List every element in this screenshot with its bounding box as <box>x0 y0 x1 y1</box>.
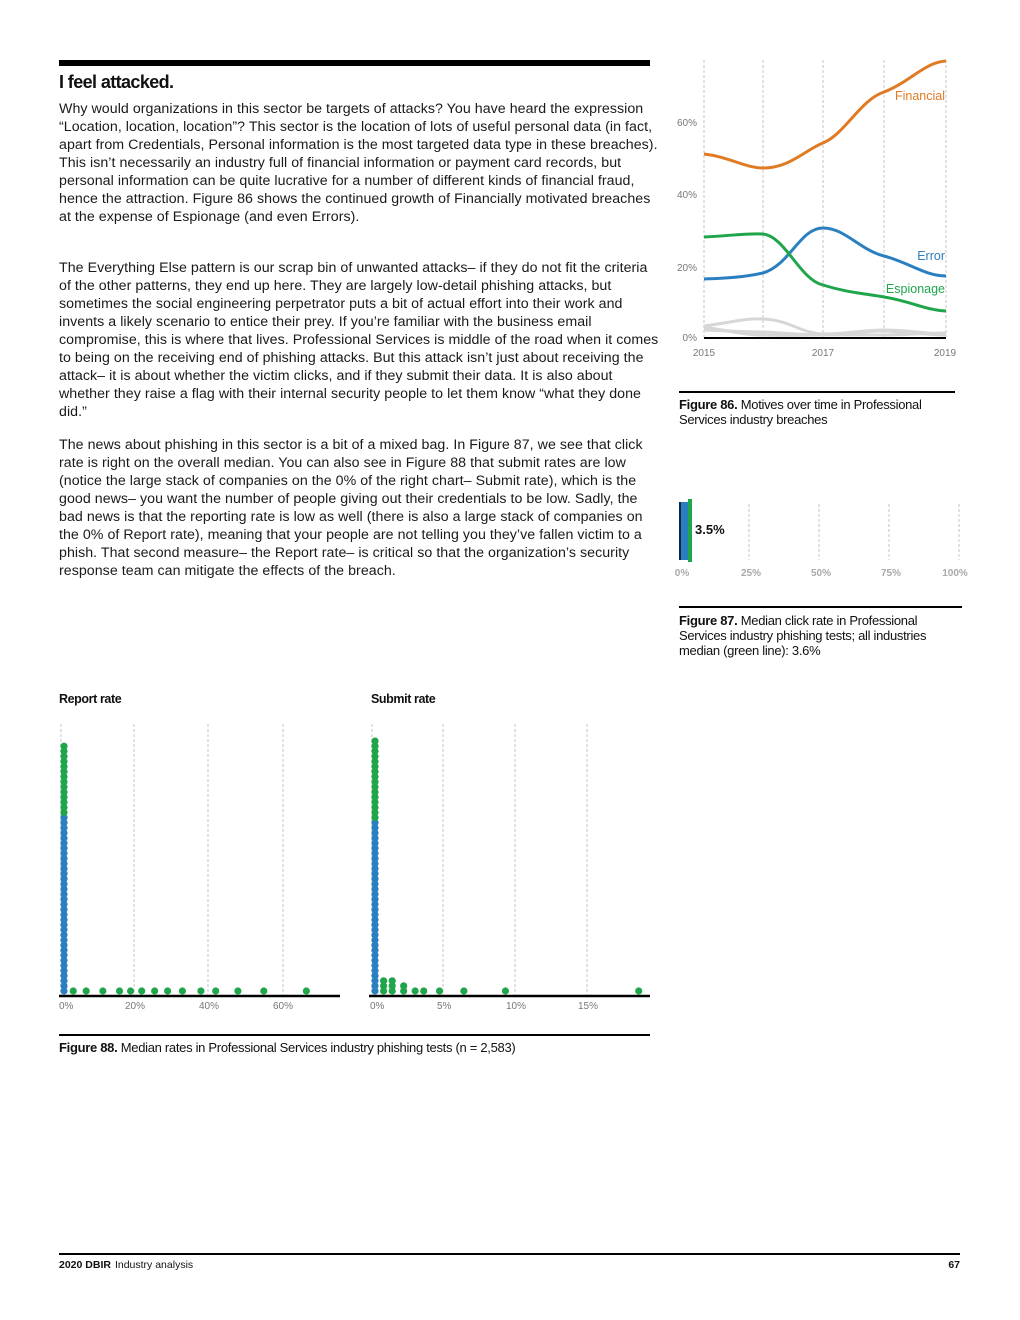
submit-xtick-15: 15% <box>578 1001 599 1012</box>
data-dot <box>420 987 427 994</box>
fig87-caption-label: Figure 87. <box>679 613 738 628</box>
data-dot <box>83 987 90 994</box>
submit-gridlines <box>372 724 587 995</box>
financial-label: Financial <box>894 89 945 103</box>
fig87-xtick-100: 100% <box>942 568 968 579</box>
submit-rate-dots <box>371 738 642 995</box>
fig87-value-label: 3.5% <box>695 522 725 537</box>
footer-rule <box>59 1253 960 1255</box>
data-dot <box>371 738 378 745</box>
espionage-label: Espionage <box>885 282 945 296</box>
fig87-xtick-50: 50% <box>810 568 832 579</box>
fig86-xtick-2017: 2017 <box>811 348 835 359</box>
fig86-ytick-20: 20% <box>676 263 697 274</box>
footer-section-name: Industry analysis <box>114 1259 194 1271</box>
data-dot <box>70 987 77 994</box>
data-dot <box>179 987 186 994</box>
data-dot <box>380 977 387 984</box>
report-xtick-20: 20% <box>125 1001 146 1012</box>
data-dot <box>260 987 267 994</box>
fig86-ytick-40: 40% <box>676 190 697 201</box>
section-heading: I feel attacked. <box>59 72 174 92</box>
fig88-caption-rule <box>59 1034 650 1036</box>
data-dot <box>303 987 310 994</box>
submit-xtick-10: 10% <box>506 1001 527 1012</box>
data-dot <box>400 982 407 989</box>
paragraph-2: The Everything Else pattern is our scrap bin of unwanted attacks– if they do not fit the criteria of the other patterns, they end up here. They are largely low-detail phishing attacks, but sometimes the social engineering perpetrator puts a bit of actual effort into their work and invents a likely scenario to entice their prey. If you’re familiar with the business email compromise, this is where that lives. Professional Services is middle of the road when it comes to being on the receiving end of phishing attacks. But this attack isn’t just about receiving the attack– it is about whether the victim clicks, and if they submit their data. It is also about whether they raise a flag with their internal security people to let them know “what they done did.” <box>59 260 659 420</box>
fig86-xtick-2015: 2015 <box>692 348 716 359</box>
paragraph-1: Why would organizations in this sector be targets of attacks? You have heard the expression “Location, location, location”? This sector is the location of lots of useful personal data (in fact, apart from Credentials, Personal information is the most targeted data type in these breaches). This isn’t necessarily an industry full of financial information or payment card records, but personal information can be quite lucrative for a number of different kinds of financial fraud, hence the attraction. Figure 86 shows the continued growth of Financially motivated breaches at the expense of Espionage (and even Errors). <box>59 101 658 225</box>
data-dot <box>151 987 158 994</box>
data-dot <box>460 987 467 994</box>
fig87-xtick-0: 0% <box>674 568 690 579</box>
footer-left <box>59 1259 193 1271</box>
page-number: 67 <box>948 1259 960 1271</box>
data-dot <box>436 987 443 994</box>
fig86-ytick-0: 0% <box>682 333 697 344</box>
fig87-xtick-75: 75% <box>880 568 902 579</box>
report-rate-dots <box>60 743 310 995</box>
paragraph-3: The news about phishing in this sector is a bit of a mixed bag. In Figure 87, we see that click rate is right on the overall median. You can also see in Figure 88 that submit rates are low (notice the large stack of companies on the 0% of the right chart– Submit rate), which is the good news– you want the number of people giving out their credentials to be low. Sadly, the bad news is that the reporting rate is low as well (there is also a large stack of companies on the 0% of Report rate), meaning that your people are not telling you they’ve fallen victim to a phish. That second measure– the Report rate– is critical so that the organization’s security response team can mitigate the effects of the breach. <box>59 437 643 579</box>
fig88-caption <box>59 1040 659 1055</box>
data-dot <box>197 987 204 994</box>
data-dot <box>635 987 642 994</box>
fig88-caption-label: Figure 88. <box>59 1040 118 1055</box>
data-dot <box>389 977 396 984</box>
data-dot <box>412 987 419 994</box>
submit-xtick-5: 5% <box>437 1001 452 1012</box>
data-dot <box>234 987 241 994</box>
data-dot <box>502 987 509 994</box>
data-dot <box>138 987 145 994</box>
fig86-ytick-60: 60% <box>676 118 697 129</box>
data-dot <box>60 743 67 750</box>
data-dot <box>212 987 219 994</box>
fig88-caption-text: Median rates in Professional Services industry phishing tests (n = 2,583) <box>120 1040 516 1055</box>
submit-xtick-0: 0% <box>370 1001 385 1012</box>
footer-report-name: 2020 DBIR <box>59 1259 111 1271</box>
report-xtick-0: 0% <box>59 1001 74 1012</box>
fig87-xtick-25: 25% <box>740 568 762 579</box>
fig87-caption-text: Median click rate in Professional Services industry phishing tests; all industries median (green line): 3.6% <box>679 613 927 658</box>
report-rate-title: Report rate <box>59 692 122 706</box>
data-dot <box>127 987 134 994</box>
error-label: Error <box>917 249 945 263</box>
report-xtick-40: 40% <box>199 1001 220 1012</box>
fig86-caption-label: Figure 86. <box>679 397 738 412</box>
fig86-caption-text: Motives over time in Professional Services industry breaches <box>679 397 922 427</box>
data-dot <box>116 987 123 994</box>
data-dot <box>99 987 106 994</box>
data-dot <box>164 987 171 994</box>
submit-rate-title: Submit rate <box>371 692 436 706</box>
report-xtick-60: 60% <box>273 1001 294 1012</box>
report-gridlines <box>61 724 283 995</box>
fig86-xtick-2019: 2019 <box>933 348 957 359</box>
